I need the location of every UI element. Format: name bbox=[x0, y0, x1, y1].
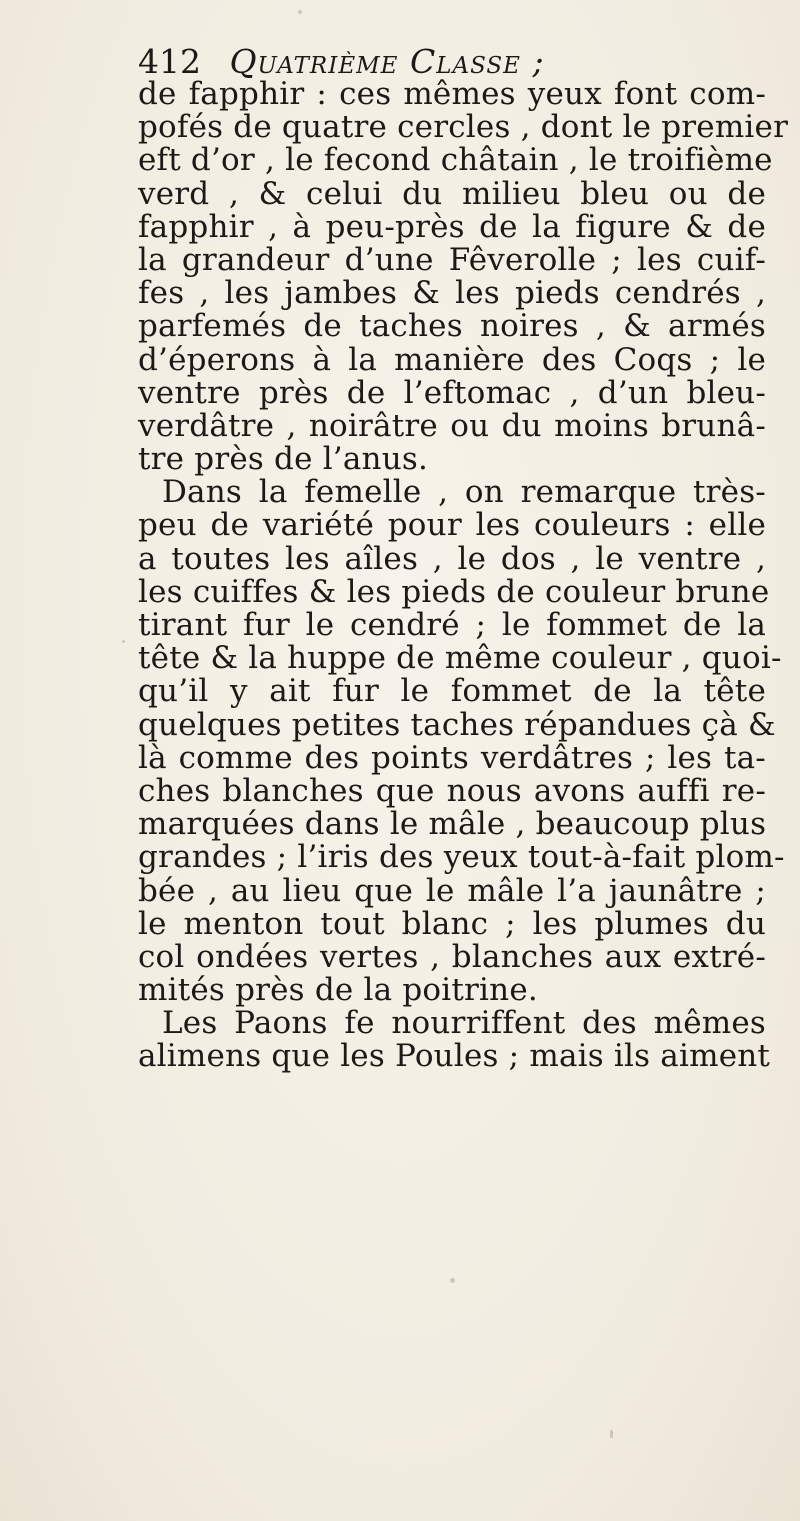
paper-speck bbox=[122, 640, 125, 643]
paragraph-end-line: tre près de l’anus. bbox=[138, 441, 429, 478]
text-line: grandes ; l’iris des yeux tout-à-fait plom- bbox=[138, 839, 785, 876]
text-line: tirant fur le cendré ; le fommet de la bbox=[138, 607, 766, 643]
text-line: alimens que les Poules ; mais ils aiment bbox=[138, 1038, 771, 1075]
text-line: qu’il y ait fur le fommet de la tête bbox=[138, 673, 766, 710]
paragraph-end-line: mités près de la poitrine. bbox=[138, 972, 538, 1009]
text-line: fapphir , à peu-près de la figure & de bbox=[138, 208, 766, 245]
text-line: pofés de quatre cercles , dont le premier bbox=[138, 109, 789, 146]
text-line: les cuiffes & les pieds de couleur brune bbox=[138, 573, 770, 610]
running-title: Quatrième Classe ; bbox=[229, 42, 545, 81]
text-line: fes , les jambes & les pieds cendrés , bbox=[138, 275, 766, 312]
text-line: verdâtre , noirâtre ou du moins brunâ- bbox=[138, 407, 766, 444]
text-line: quelques petites taches répandues çà & bbox=[138, 706, 776, 743]
text-line: marquées dans le mâle , beaucoup plus bbox=[138, 806, 767, 843]
text-line: d’éperons à la manière des Coqs ; le bbox=[138, 341, 766, 378]
text-line: de fapphir : ces mêmes yeux font com- bbox=[138, 76, 766, 112]
text-line: bée , au lieu que le mâle l’a jaunâtre ; bbox=[138, 872, 766, 909]
body-text bbox=[138, 76, 789, 1075]
text-line: là comme des points verdâtres ; les ta- bbox=[138, 739, 766, 776]
text-line: peu de variété pour les couleurs : elle bbox=[138, 507, 766, 544]
text-line: ches blanches que nous avons auffi re- bbox=[138, 772, 766, 809]
paper-speck bbox=[610, 1430, 613, 1438]
paragraph-start-line: Les Paons fe nourriffent des mêmes bbox=[162, 1005, 766, 1042]
paper-speck bbox=[298, 10, 302, 14]
text-line: tête & la huppe de même couleur , quoi- bbox=[138, 640, 782, 677]
text-line: eft d’or , le fecond châtain , le troifième bbox=[138, 142, 773, 179]
paragraph-start-line: Dans la femelle , on remarque très- bbox=[162, 474, 766, 511]
text-line: parfemés de taches noires , & armés bbox=[138, 308, 766, 345]
text-line: ventre près de l’eftomac , d’un bleu- bbox=[138, 374, 766, 411]
text-line: col ondées vertes , blanches aux extré- bbox=[138, 938, 766, 975]
text-line: verd , & celui du milieu bleu ou de bbox=[138, 175, 766, 212]
text-line: la grandeur d’une Fêverolle ; les cuif- bbox=[138, 241, 766, 278]
text-line: le menton tout blanc ; les plumes du bbox=[138, 905, 766, 942]
page-number: 412 bbox=[138, 42, 201, 81]
text-line: a toutes les aîles , le dos , le ventre , bbox=[138, 540, 766, 577]
paper-speck bbox=[450, 1278, 455, 1283]
